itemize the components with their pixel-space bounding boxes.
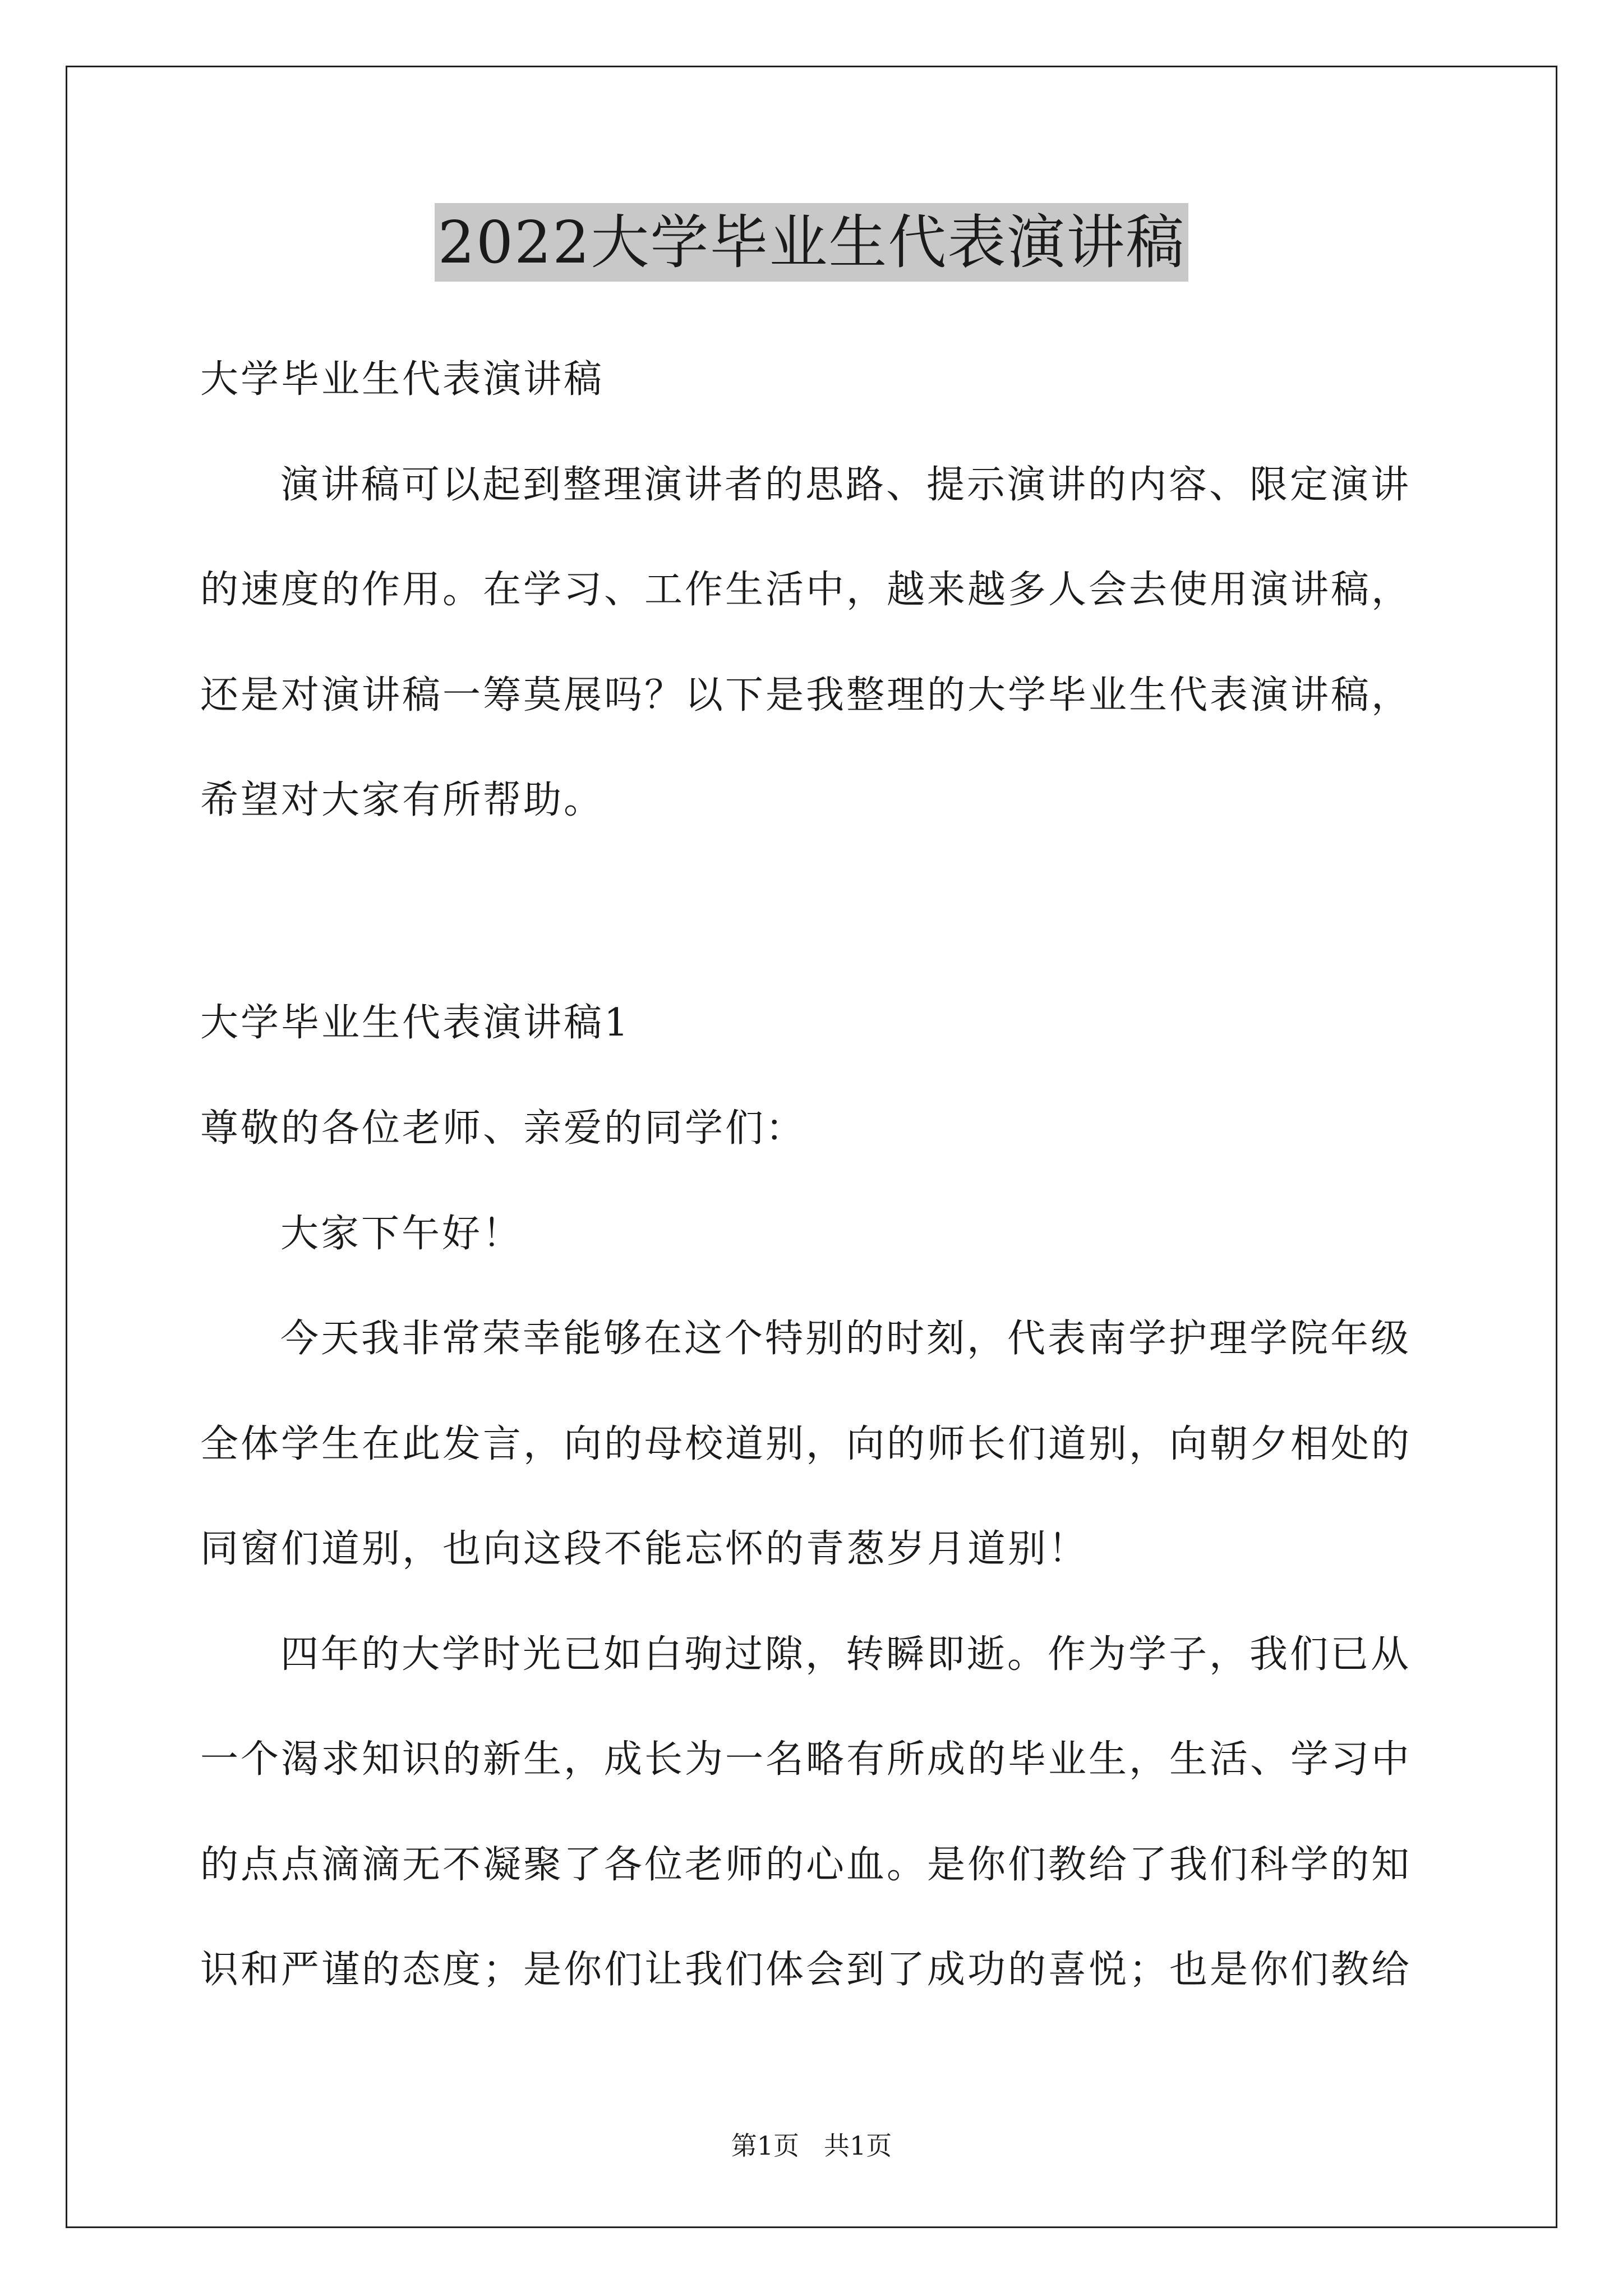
paragraph-line: 希望对大家有所帮助。	[200, 778, 605, 822]
page-footer	[0, 2129, 1623, 2162]
salutation-line: 尊敬的各位老师、亲爱的同学们：	[200, 1106, 806, 1151]
paragraph-line: 一个渴求知识的新生，成长为一名略有所成的毕业生，生活、学习中	[200, 1737, 1412, 1782]
paragraph-line: 同窗们道别，也向这段不能忘怀的青葱岁月道别！	[200, 1527, 1089, 1571]
paragraph-line: 四年的大学时光已如白驹过隙，转瞬即逝。作为学子，我们已从	[280, 1632, 1412, 1677]
page-number: 第1页	[731, 2131, 799, 2161]
paragraph-line: 今天我非常荣幸能够在这个特别的时刻，代表南学护理学院年级	[280, 1317, 1412, 1361]
paragraph-line: 的点点滴滴无不凝聚了各位老师的心血。是你们教给了我们科学的知	[200, 1843, 1412, 1887]
paragraph-line: 的速度的作用。在学习、工作生活中，越来越多人会去使用演讲稿，	[200, 568, 1412, 612]
paragraph-line: 还是对演讲稿一筹莫展吗？以下是我整理的大学毕业生代表演讲稿，	[200, 673, 1412, 717]
section-heading: 大学毕业生代表演讲稿1	[200, 1001, 631, 1045]
subtitle-line: 大学毕业生代表演讲稿	[200, 357, 605, 402]
greeting-line: 大家下午好！	[280, 1212, 523, 1256]
paragraph-line: 演讲稿可以起到整理演讲者的思路、提示演讲的内容、限定演讲	[280, 463, 1412, 507]
paragraph-line: 识和严谨的态度；是你们让我们体会到了成功的喜悦；也是你们教给	[200, 1948, 1412, 1992]
document-title: 2022大学毕业生代表演讲稿	[435, 203, 1189, 282]
paragraph-line: 全体学生在此发言，向的母校道别，向的师长们道别，向朝夕相处的	[200, 1422, 1412, 1466]
title-container	[0, 203, 1623, 282]
page-total: 共1页	[824, 2131, 892, 2161]
